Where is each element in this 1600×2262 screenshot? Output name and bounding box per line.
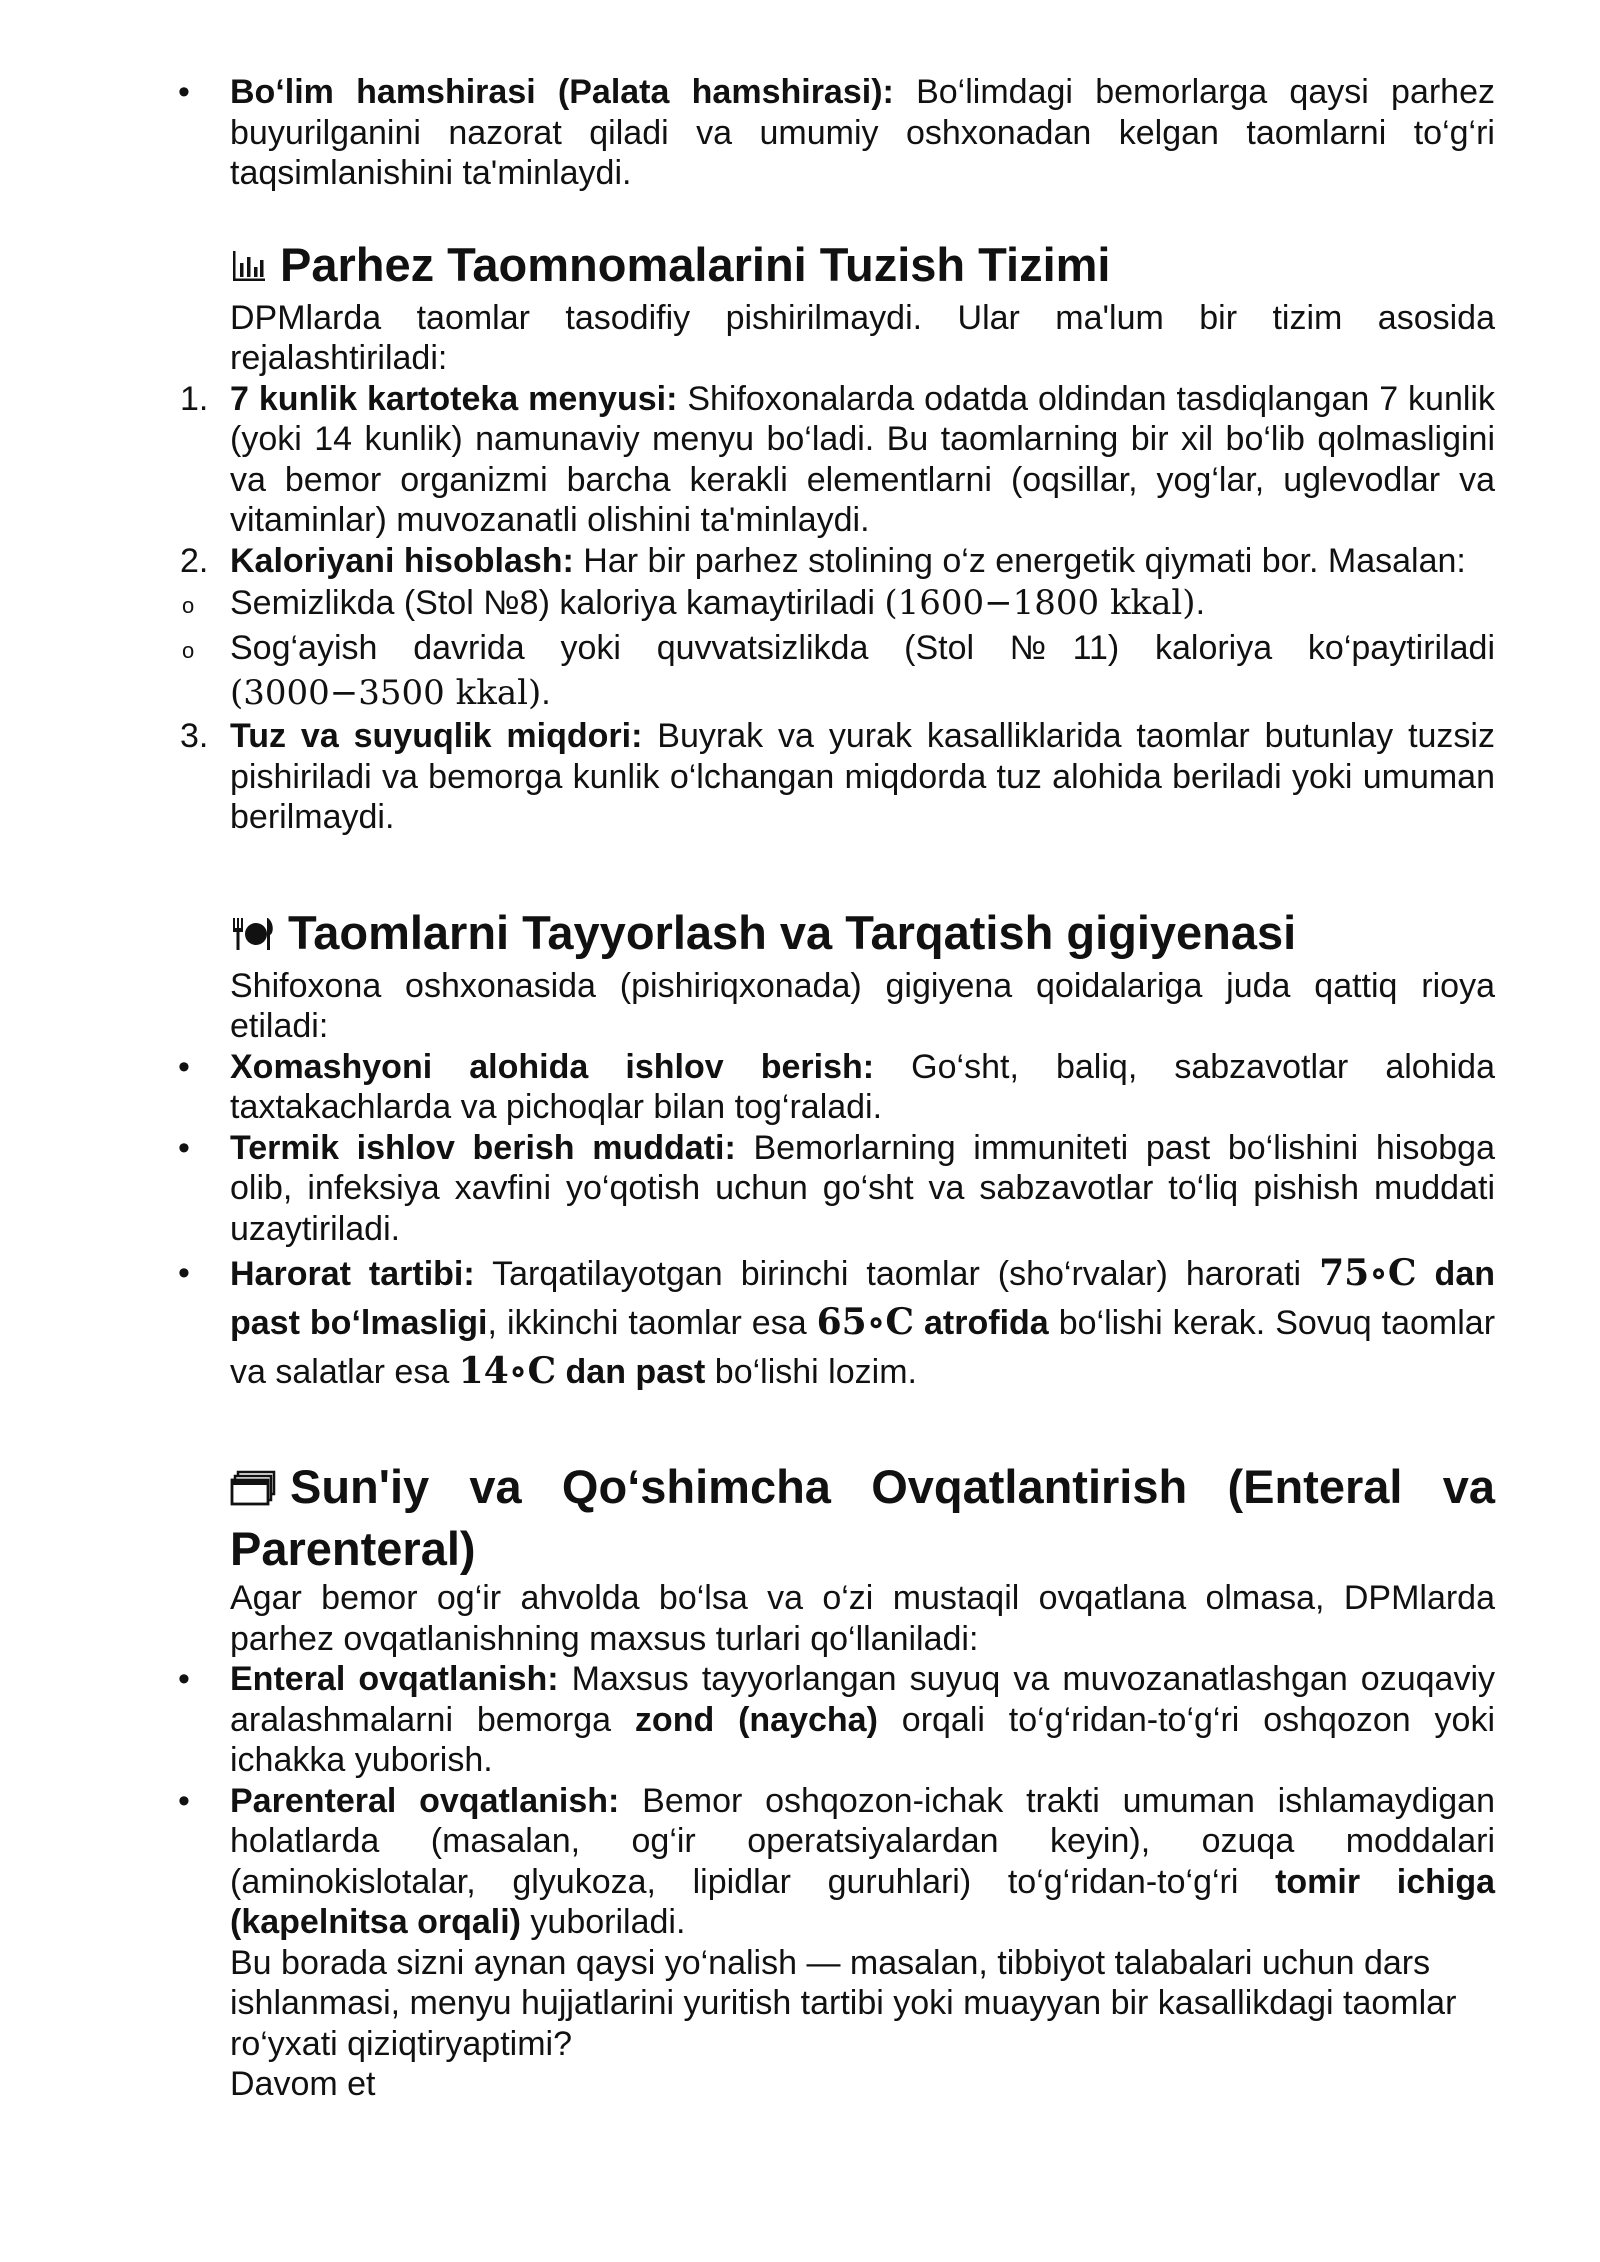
item-text: bo‘lishi lozim. — [705, 1353, 917, 1391]
section-title: Sun'iy va Qo‘shimcha Ovqatlantirish (Enteral va Parenteral) — [230, 1460, 1495, 1575]
closing-question: Bu borada sizni aynan qaysi yo‘nalish — masalan, tibbiyot talabalari uchun dars ishlanmasi, menyu hujjatlarini yuritish tartibi yoki muayyan bir kasallikdagi taomlar ro‘yxati qiziqtiryaptimi? — [230, 1943, 1457, 2063]
section-title: Taomlarni Tayyorlash va Tarqatish gigiyenasi — [288, 905, 1297, 959]
bullet-marker: • — [178, 1047, 190, 1086]
section-intro: DPMlarda taomlar tasodifiy pishirilmaydi. Ular ma'lum bir tizim asosida rejalashtiriladi: — [230, 298, 1495, 377]
item-text: Shifoxonalarda odatda oldindan tasdiqlangan 7 kunlik (yoki 14 kunlik) namunaviy menyu bo‘ladi. Bu taomlarning bir xil bo‘lib qolmasligini va bemor organizmi barcha kerakli elementlarni (oqsillar, yog‘lar, uglevodlar va vitaminlar) muvozanatli olishini ta'minlaydi. — [230, 379, 1495, 539]
sub-item-text: Sog‘ayish davrida yoki quvvatsizlikda (Stol №11) kaloriya ko‘paytiriladi — [230, 629, 1495, 667]
item-text: Bo‘limdagi bemorlarga qaysi parhez buyurilganini nazorat qiladi va umumiy oshxonadan kelgan taomlarni to‘g‘ri taqsimlanishini ta'minlaydi. — [230, 73, 1495, 192]
item-number: 1. — [180, 379, 209, 418]
bullet-marker: • — [178, 1254, 190, 1292]
sub-item-sogayish — [182, 626, 1495, 716]
continue-text: Davom et — [230, 2065, 376, 2103]
item-title: Kaloriyani hisoblash: — [230, 541, 574, 580]
item-text: Buyrak va yurak kasalliklarida taomlar butunlay tuzsiz pishiriladi va bemorga kunlik o‘lchangan miqdorda tuz alohida beriladi yoki umuman berilmaydi. — [230, 717, 1495, 836]
item-title: Termik ishlov berish muddati: — [230, 1128, 736, 1167]
item-text: Tarqatilayotgan birinchi taomlar (sho‘rvalar) harorati — [474, 1255, 1320, 1293]
item-text: orqali to‘g‘ridan-to‘g‘ri oshqozon yoki ichakka yuborish. — [230, 1700, 1496, 1779]
item-title: Tuz va suyuqlik miqdori: — [230, 717, 643, 755]
calorie-range: (1600−1800 kkal) — [884, 583, 1196, 623]
section-heading-artificial-feeding — [230, 1458, 1495, 1578]
list-item-palata-hamshirasi — [178, 72, 1495, 194]
bar-chart-icon — [230, 240, 268, 298]
item-number: 3. — [180, 717, 209, 755]
list-item-termik — [178, 1128, 1495, 1250]
item-text: bo‘lishi kerak. Sovuq taomlar va salatlar esa — [230, 1304, 1496, 1391]
item-number: 2. — [180, 541, 209, 580]
sub-item-tail: . — [541, 674, 551, 712]
item-title: Enteral ovqatlanish: — [230, 1660, 559, 1698]
card-index-icon — [230, 1462, 278, 1520]
item-emphasis: atrofida — [914, 1304, 1049, 1342]
item-text: Bemor oshqozon-ichak trakti umuman ishlamaydigan holatlarda (masalan, og‘ir operatsiyalardan keyin), ozuqa moddalari (aminokislotalar, glyukoza, lipidlar guruhlari) to‘g‘ridan-to‘g‘ri — [230, 1781, 1495, 1901]
list-item-parenteral — [178, 1781, 1495, 1943]
temperature-value: 14∘C — [458, 1350, 557, 1392]
section-title: Parhez Taomnomalarini Tuzish Tizimi — [280, 237, 1111, 291]
temperature-value: 65∘C — [816, 1301, 915, 1343]
sub-item-text: Semizlikda (Stol №8) kaloriya kamaytiriladi — [230, 584, 885, 622]
sub-item-tail: . — [1195, 584, 1206, 622]
section-intro: Shifoxona oshxonasida (pishiriqxonada) gigiyena qoidalariga juda qattiq rioya etiladi: — [230, 966, 1495, 1045]
item-emphasis: dan past — [556, 1353, 706, 1391]
item-title: Xomashyoni alohida ishlov berish: — [230, 1047, 875, 1086]
item-text: Maxsus tayyorlangan suyuq va muvozanatlashgan ozuqaviy aralashmalarni bemorga — [230, 1660, 1495, 1739]
document-page — [178, 72, 1496, 2105]
section-heading-menu-system — [230, 236, 1495, 298]
list-item-xomashyo — [178, 1047, 1495, 1128]
section-intro: Agar bemor og‘ir ahvolda bo‘lsa va o‘zi mustaqil ovqatlana olmasa, DPMlarda parhez ovqatlanishning maxsus turlari qo‘llaniladi: — [230, 1579, 1495, 1658]
sub-bullet-marker: o — [182, 638, 195, 663]
item-title: Parenteral ovqatlanish: — [230, 1781, 620, 1820]
bullet-marker: • — [178, 73, 190, 111]
item-emphasis: dan past bo‘lmasligi — [230, 1255, 1495, 1342]
plate-cutlery-icon — [230, 908, 276, 966]
item-text: Go‘sht, baliq, sabzavotlar alohida taxtakachlarda va pichoqlar bilan tog‘raladi. — [230, 1047, 1495, 1126]
item-emphasis: tomir ichiga (kapelnitsa orqali) — [230, 1862, 1495, 1941]
sub-bullet-marker: o — [182, 593, 195, 618]
item-title: Bo‘lim hamshirasi (Palata hamshirasi): — [230, 73, 894, 111]
item-text: Har bir parhez stolining o‘z energetik qiymati bor. Masalan: — [573, 541, 1466, 580]
sub-item-semizlik — [182, 581, 1495, 626]
list-item-harorat — [178, 1249, 1496, 1396]
item-title: 7 kunlik kartoteka menyusi: — [230, 379, 678, 418]
bullet-marker: • — [178, 1128, 190, 1167]
numbered-item-1 — [180, 379, 1495, 541]
item-emphasis: zond (naycha) — [634, 1700, 878, 1739]
item-text: yuboriladi. — [520, 1903, 686, 1941]
calorie-range: (3000−3500 kkal) — [230, 673, 542, 713]
item-text: Bemorlarning immuniteti past bo‘lishini hisobga olib, infeksiya xavfini yo‘qotish uchun go‘sht va sabzavotlar to‘liq pishish muddati uzaytiriladi. — [230, 1128, 1495, 1248]
bullet-marker: • — [178, 1781, 190, 1820]
numbered-item-3 — [180, 716, 1495, 838]
section-heading-hygiene — [230, 904, 1495, 966]
list-item-enteral — [178, 1659, 1496, 1781]
item-text: , ikkinchi taomlar esa — [487, 1304, 817, 1342]
numbered-item-2 — [180, 541, 1495, 582]
temperature-value: 75∘C — [1319, 1252, 1417, 1294]
item-title: Harorat tartibi: — [230, 1255, 475, 1293]
bullet-marker: • — [178, 1660, 190, 1698]
